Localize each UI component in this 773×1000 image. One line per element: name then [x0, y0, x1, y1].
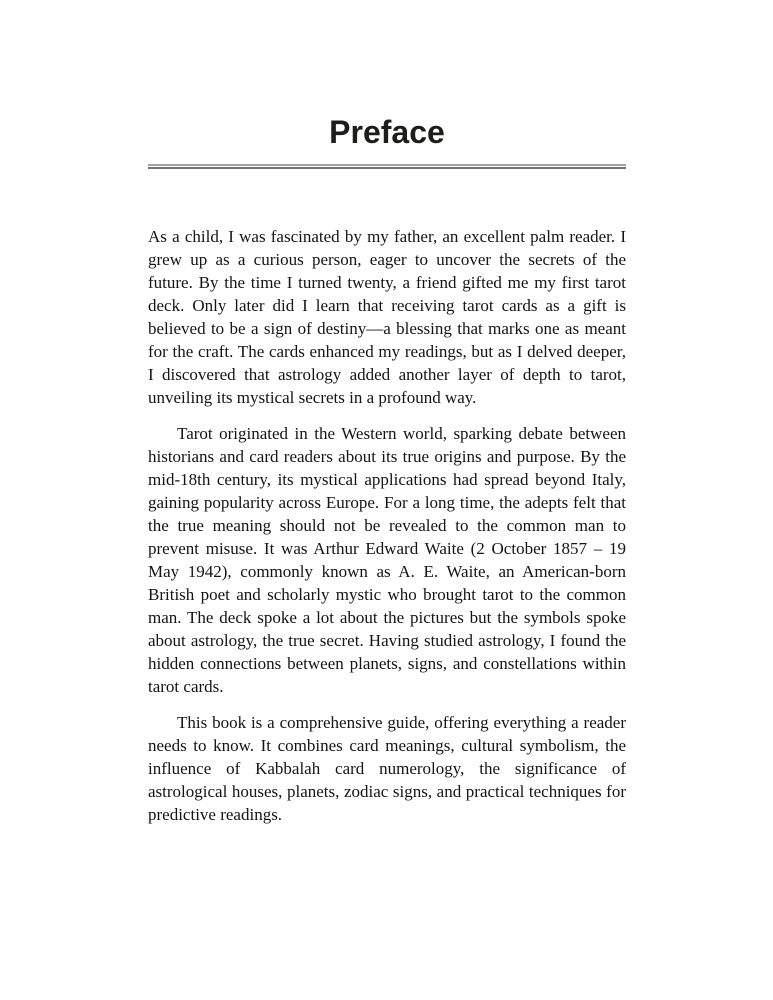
- paragraph-2: Tarot originated in the Western world, sparking debate between historians and card readers about its true origins and purpose. By the mid-18th century, its mystical applications had spread beyond Italy, gaining popularity across Europe. For a long time, the adepts felt that the true meaning should not be revealed to the common man to prevent misuse. It was Arthur Edward Waite (2 October 1857 – 19 May 1942), commonly known as A. E. Waite, an American-born British poet and scholarly mystic who brought tarot to the common man. The deck spoke a lot about the pictures but the symbols spoke about astrology, the true secret. Having studied astrology, I found the hidden connections between planets, signs, and constellations within tarot cards.: [148, 424, 626, 696]
- text-column: [148, 0, 626, 839]
- page-title: Preface: [329, 114, 445, 150]
- paragraph-3: This book is a comprehensive guide, offering everything a reader needs to know. It combines card meanings, cultural symbolism, the influence of Kabbalah card numerology, the significance of astrological houses, planets, zodiac signs, and practical techniques for predictive readings.: [148, 713, 626, 824]
- preface-body: [148, 225, 626, 826]
- paragraph-1: As a child, I was fascinated by my father, an excellent palm reader. I grew up as a curious person, eager to uncover the secrets of the future. By the time I turned twenty, a friend gifted me my first tarot deck. Only later did I learn that receiving tarot cards as a gift is believed to be a sign of destiny—a blessing that marks one as meant for the craft. The cards enhanced my readings, but as I delved deeper, I discovered that astrology added another layer of depth to tarot, unveiling its mystical secrets in a profound way.: [148, 227, 626, 407]
- title-divider: [148, 164, 626, 169]
